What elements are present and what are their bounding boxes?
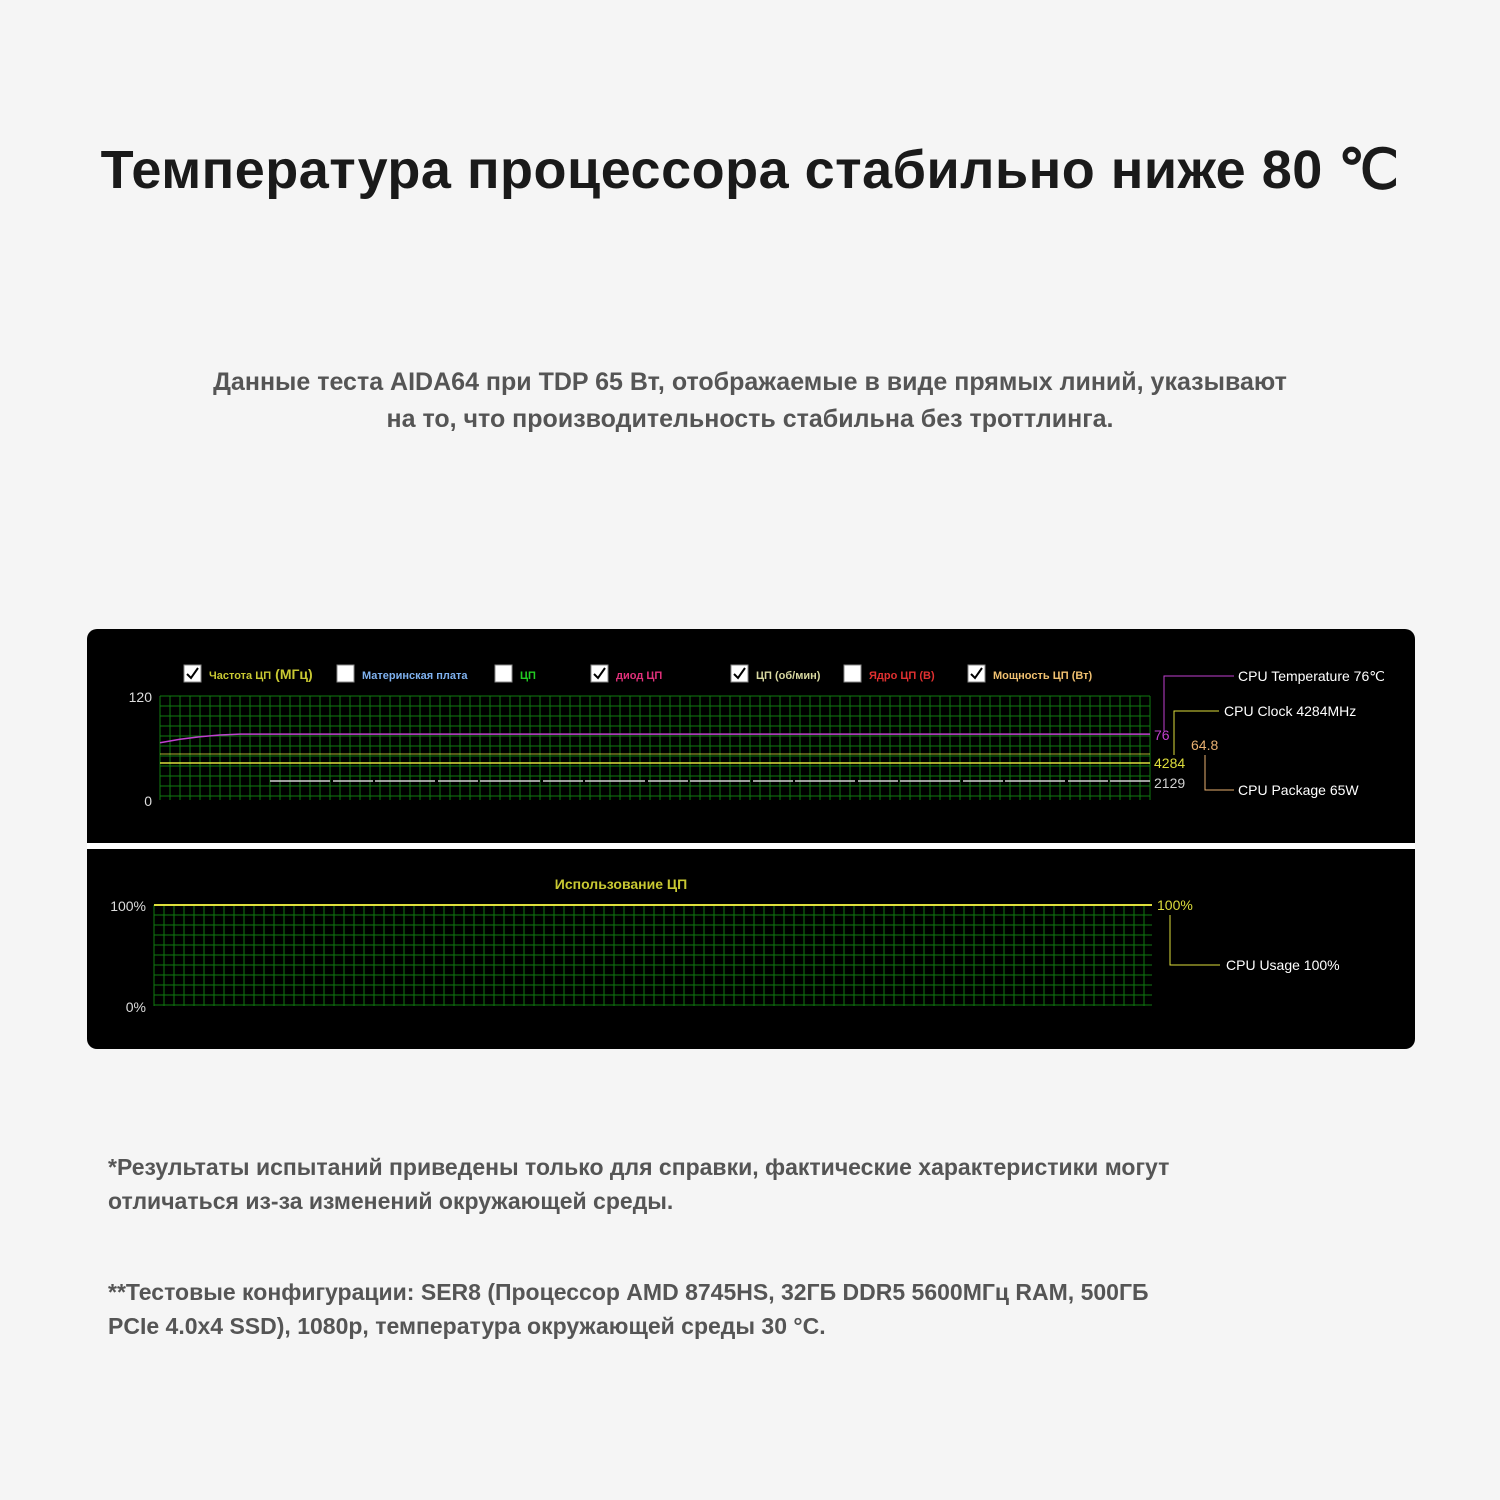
legend-label-7: Мощность ЦП (Вт) <box>993 670 1093 682</box>
sensor-graph-panel <box>87 629 1415 843</box>
subtitle-line-2: на то, что производительность стабильна без троттлинга. <box>386 405 1114 433</box>
temperature-value-label: 76 <box>1154 727 1170 743</box>
legend-checkbox-2 <box>337 665 354 682</box>
legend-checkbox-6 <box>844 665 861 682</box>
y-tick-max: 120 <box>128 689 152 705</box>
usage-y-tick-min: 0% <box>125 999 146 1015</box>
fan-value-label: 2129 <box>1154 775 1186 791</box>
usage-chart-title: Использование ЦП <box>554 876 688 892</box>
footnote-config <box>108 1275 1368 1343</box>
footnote-disclaimer-line-2: отличаться из-за изменений окружающей среды. <box>108 1188 674 1214</box>
footnote-disclaimer <box>108 1150 1368 1218</box>
cpu-usage-panel <box>87 849 1415 1049</box>
series-temperature-line <box>160 734 1150 743</box>
usage-grid <box>154 905 1152 1006</box>
footnote-config-line-1: **Тестовые конфигурации: SER8 (Процессор AMD 8745HS, 32ГБ DDR5 5600МГц RAM, 500ГБ <box>108 1279 1149 1305</box>
usage-callout-line <box>1170 915 1220 965</box>
legend-checkbox-1 <box>184 665 201 682</box>
power-value-label: 64.8 <box>1191 737 1219 753</box>
usage-value-label: 100% <box>1157 897 1193 913</box>
clock-callout-label: CPU Clock 4284MHz <box>1224 703 1357 719</box>
footnote-config-line-2: PCIe 4.0x4 SSD), 1080p, температура окружающей среды 30 °C. <box>108 1313 826 1339</box>
power-callout-label: CPU Package 65W <box>1238 782 1359 798</box>
legend-checkbox-7 <box>968 665 985 682</box>
sensor-grid <box>160 696 1150 800</box>
legend-label-1: Частота ЦП (МГц) <box>209 666 313 682</box>
legend-checkbox-5 <box>731 665 748 682</box>
legend-label-4: диод ЦП <box>616 670 663 682</box>
page-title: Температура процессора стабильно ниже 80 ℃ <box>100 140 1400 200</box>
y-tick-min: 0 <box>144 793 152 809</box>
cpu-usage-graph <box>87 849 1415 1049</box>
legend-label-5: ЦП (об/мин) <box>756 670 821 682</box>
usage-y-tick-max: 100% <box>110 898 146 914</box>
legend-label-2: Материнская плата <box>362 670 468 682</box>
footnote-disclaimer-line-1: *Результаты испытаний приведены только для справки, фактические характеристики могут <box>108 1154 1170 1180</box>
legend-label-6: Ядро ЦП (В) <box>869 670 935 682</box>
legend-checkbox-4 <box>591 665 608 682</box>
sensor-graph <box>87 629 1415 843</box>
legend-label-3: ЦП <box>520 670 536 682</box>
usage-callout-label: CPU Usage 100% <box>1226 957 1340 973</box>
subtitle-line-1: Данные теста AIDA64 при TDP 65 Вт, отображаемые в виде прямых линий, указывают <box>213 368 1287 396</box>
temperature-callout-label: CPU Temperature 76℃ <box>1238 668 1385 684</box>
power-callout-line <box>1205 755 1234 790</box>
legend-checkbox-3 <box>495 665 512 682</box>
clock-value-label: 4284 <box>1154 755 1186 771</box>
